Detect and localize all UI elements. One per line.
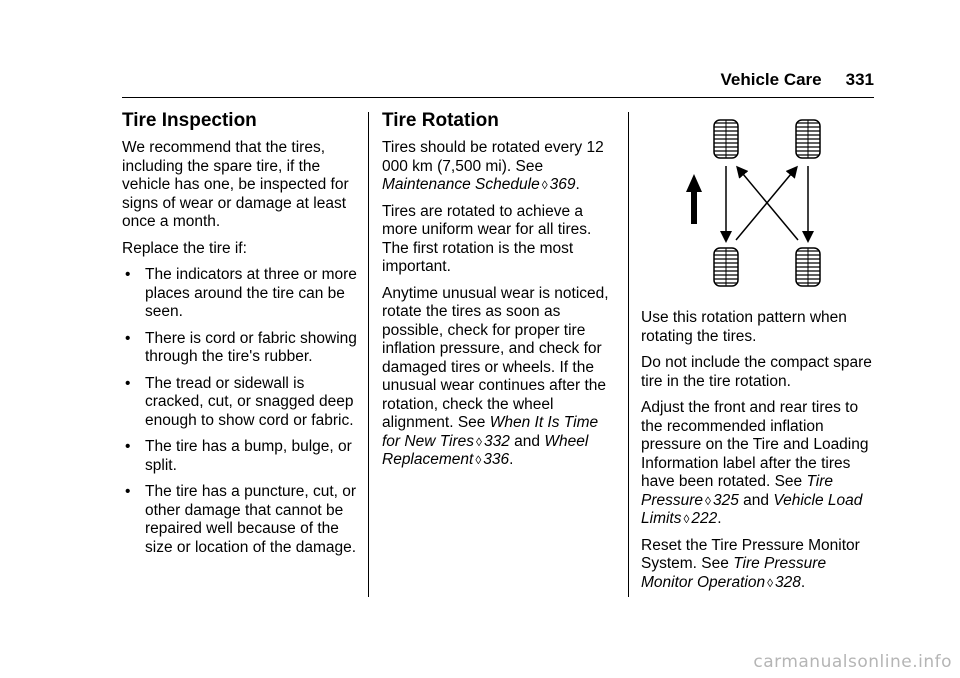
vehicle-load-limits-link[interactable]: Vehicle Load Limits — [641, 491, 863, 527]
tire-rotation-continued — [641, 309, 877, 600]
wheel-replacement-link[interactable]: Wheel Replacement — [382, 432, 589, 468]
compact-spare-paragraph: Do not include the compact spare tire in the tire rotation. — [641, 354, 872, 390]
section-title: Vehicle Care — [720, 70, 822, 89]
inspection-intro: We recommend that the tires, including the spare tire, if the vehicle has one, be inspected for signs of wear or damage at least once a month. — [122, 139, 349, 230]
tire-rotation-diagram — [680, 112, 840, 292]
adjust-pressure-paragraph: Adjust the front and rear tires to the recommended inflation pressure on the Tire and Loading Information label after the tires have been rotated. See Tire Pressure ◊ 325 and Vehicle Load Limits ◊ 222. — [641, 399, 869, 527]
header-rule — [122, 97, 874, 98]
list-item: • The tire has a bump, bulge, or split. — [125, 438, 352, 474]
tire-rotation-heading: Tire Rotation — [382, 110, 499, 131]
diagram-caption: Use this rotation pattern when rotating the tires. — [641, 309, 847, 345]
rotation-arrows — [726, 166, 808, 240]
maintenance-schedule-link[interactable]: Maintenance Schedule — [382, 176, 540, 193]
reset-tpms-paragraph: Reset the Tire Pressure Monitor System. See Tire Pressure Monitor Operation ◊ 328. — [641, 536, 860, 591]
rotation-purpose-paragraph: Tires are rotated to achieve a more uniform wear for all tires. The first rotation is the most important. — [382, 202, 592, 275]
new-tires-link[interactable]: When It Is Time for New Tires — [382, 414, 599, 450]
rotation-interval-paragraph: Tires should be rotated every 12 000 km (7,500 mi). See Maintenance Schedule ◊ 369. — [382, 139, 604, 193]
list-item: • The tire has a puncture, cut, or other damage that cannot be repaired well because of the size or location of the damage. — [125, 483, 357, 556]
unusual-wear-paragraph: Anytime unusual wear is noticed, rotate the tires as soon as possible, check for proper tire inflation pressure, and check for damaged tires or wheels. If the unusual wear continues after the rotation, check the wheel alignment. See When It Is Time for New Tires ◊ 332 and Wheel Replacement ◊ 336. — [382, 284, 609, 468]
front-right-tire-icon — [796, 120, 820, 158]
tire-pressure-link[interactable]: Tire Pressure — [641, 473, 834, 509]
page-header — [0, 70, 874, 90]
page-number: 331 — [845, 70, 874, 89]
rear-right-tire-icon — [796, 248, 820, 286]
vehicle-front-arrow-icon — [686, 174, 702, 224]
list-item: • The indicators at three or more places around the tire can be seen. — [125, 266, 357, 320]
watermark: carmanualsonline.info — [753, 652, 952, 672]
front-left-tire-icon — [714, 120, 738, 158]
tpms-operation-link[interactable]: Tire Pressure Monitor Operation — [641, 555, 827, 591]
tire-inspection-section — [122, 110, 362, 565]
replace-conditions-list — [122, 266, 362, 557]
list-item: • There is cord or fabric showing through the tire's rubber. — [125, 329, 357, 365]
rear-left-tire-icon — [714, 248, 738, 286]
column-divider-1 — [368, 112, 369, 597]
tire-rotation-section — [382, 110, 618, 478]
tire-inspection-heading: Tire Inspection — [122, 110, 257, 131]
replace-lead: Replace the tire if: — [122, 239, 247, 257]
column-divider-2 — [628, 112, 629, 597]
list-item: • The tread or sidewall is cracked, cut, or snagged deep enough to show cord or fabric. — [125, 374, 354, 429]
